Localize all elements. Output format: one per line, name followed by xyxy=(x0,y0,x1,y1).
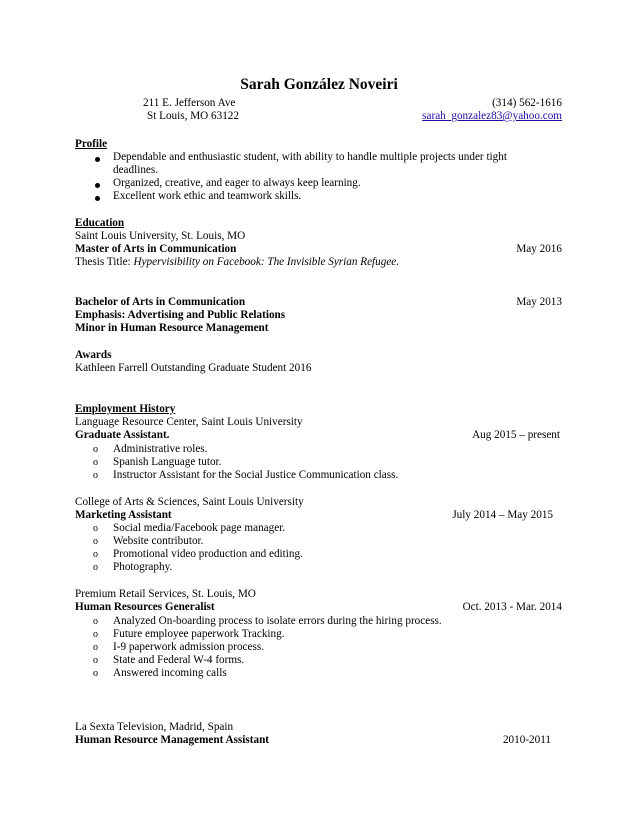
emphasis-line: Emphasis: Advertising and Public Relations xyxy=(75,309,286,321)
profile-item: Organized, creative, and eager to always keep learning. xyxy=(113,177,361,189)
circle-bullet-icon: o xyxy=(93,668,98,679)
job-duty: Spanish Language tutor. xyxy=(113,456,222,468)
job-title: Marketing Assistant xyxy=(75,509,172,521)
education-heading: Education xyxy=(75,217,125,229)
job-title: Graduate Assistant. xyxy=(75,429,170,441)
job-duty: Photography. xyxy=(113,561,173,573)
circle-bullet-icon: o xyxy=(93,457,98,468)
email-link[interactable]: sarah_gonzalez83@yahoo.com xyxy=(422,110,562,122)
circle-bullet-icon: o xyxy=(93,629,98,640)
thesis-line xyxy=(75,256,399,269)
bachelors-date: May 2013 xyxy=(516,296,562,308)
school-name: Saint Louis University, St. Louis, MO xyxy=(75,230,246,242)
circle-bullet-icon: o xyxy=(93,470,98,481)
job-dates: Oct. 2013 - Mar. 2014 xyxy=(462,601,562,613)
candidate-name: Sarah González Noveiri xyxy=(240,76,398,93)
job-org: College of Arts & Sciences, Saint Louis University xyxy=(75,496,304,508)
circle-bullet-icon: o xyxy=(93,562,98,573)
bullet-icon xyxy=(95,183,100,188)
address-line-1: 211 E. Jefferson Ave xyxy=(143,97,236,109)
awards-heading: Awards xyxy=(75,349,112,361)
job-duty: Website contributor. xyxy=(113,535,204,547)
job-dates: Aug 2015 – present xyxy=(472,429,560,441)
phone-number: (314) 562-1616 xyxy=(492,97,562,109)
address-line-2: St Louis, MO 63122 xyxy=(147,110,239,122)
profile-item: Dependable and enthusiastic student, with ability to handle multiple projects under tight xyxy=(113,151,507,163)
circle-bullet-icon: o xyxy=(93,549,98,560)
bullet-icon xyxy=(95,196,100,201)
circle-bullet-icon: o xyxy=(93,523,98,534)
job-org: Language Resource Center, Saint Louis University xyxy=(75,416,303,428)
circle-bullet-icon: o xyxy=(93,536,98,547)
job-org: La Sexta Television, Madrid, Spain xyxy=(75,721,234,733)
employment-heading: Employment History xyxy=(75,403,176,415)
award-item: Kathleen Farrell Outstanding Graduate Student 2016 xyxy=(75,362,312,374)
job-duty: Future employee paperwork Tracking. xyxy=(113,628,285,640)
circle-bullet-icon: o xyxy=(93,444,98,455)
profile-item: Excellent work ethic and teamwork skills. xyxy=(113,190,302,202)
job-duty: Promotional video production and editing. xyxy=(113,548,303,560)
circle-bullet-icon: o xyxy=(93,655,98,666)
job-title: Human Resource Management Assistant xyxy=(75,734,270,746)
bachelors-degree: Bachelor of Arts in Communication xyxy=(75,296,246,308)
masters-degree: Master of Arts in Communication xyxy=(75,243,237,255)
job-org: Premium Retail Services, St. Louis, MO xyxy=(75,588,256,600)
job-duty: I-9 paperwork admission process. xyxy=(113,641,264,653)
circle-bullet-icon: o xyxy=(93,616,98,627)
job-duty: Administrative roles. xyxy=(113,443,208,455)
job-duty: State and Federal W-4 forms. xyxy=(113,654,245,666)
job-duty: Instructor Assistant for the Social Justice Communication class. xyxy=(113,469,399,481)
minor-line: Minor in Human Resource Management xyxy=(75,322,269,334)
job-title: Human Resources Generalist xyxy=(75,601,215,613)
job-dates: July 2014 – May 2015 xyxy=(452,509,553,521)
job-duty: Social media/Facebook page manager. xyxy=(113,522,286,534)
thesis-label: Thesis Title: xyxy=(75,256,134,268)
job-dates: 2010-2011 xyxy=(502,734,551,746)
profile-heading: Profile xyxy=(75,138,108,150)
thesis-title: Hypervisibility on Facebook: The Invisible Syrian Refugee. xyxy=(133,256,400,268)
bullet-icon xyxy=(95,157,100,162)
job-duty: Analyzed On-boarding process to isolate errors during the hiring process. xyxy=(113,615,442,627)
masters-date: May 2016 xyxy=(516,243,562,255)
circle-bullet-icon: o xyxy=(93,642,98,653)
profile-item-continuation: deadlines. xyxy=(113,164,159,176)
job-duty: Answered incoming calls xyxy=(113,667,227,679)
